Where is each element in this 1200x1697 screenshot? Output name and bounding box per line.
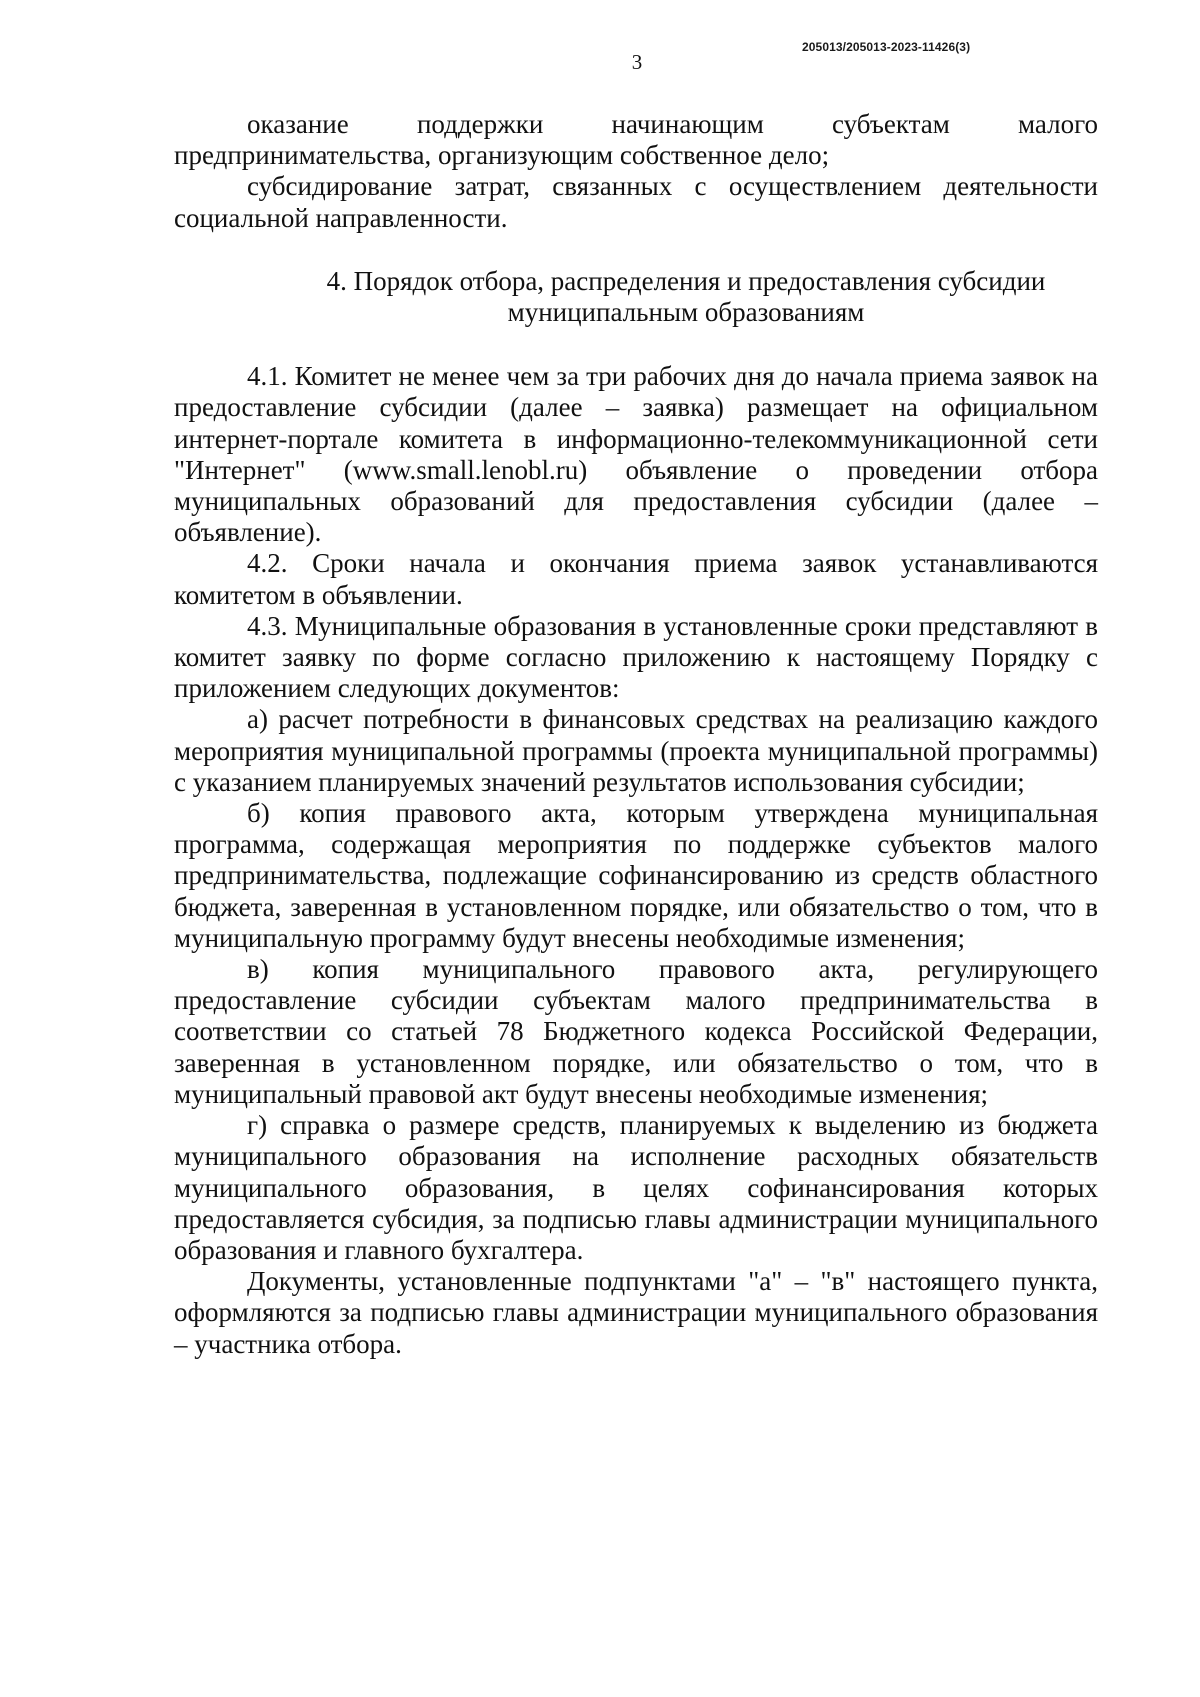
paragraph-social-subsidy: субсидирование затрат, связанных с осуществлением деятельности социальной направленности. — [174, 171, 1098, 233]
paragraph-support-startups: оказание поддержки начинающим субъектам малого предпринимательства, организующим собственное дело; — [174, 109, 1098, 171]
subitem-b: б) копия правового акта, которым утверждена муниципальная программа, содержащая мероприятия по поддержке субъектов малого предпринимательства, подлежащие софинансированию из средств областного бюджета, заверенная в установленном порядке, или обязательство о том, что в муниципальную программу будут внесены необходимые изменения; — [174, 798, 1098, 953]
section-heading-line-1: 4. Порядок отбора, распределения и предоставления субсидии — [326, 265, 1046, 296]
clause-4-3: 4.3. Муниципальные образования в установленные сроки представляют в комитет заявку по форме согласно приложению к настоящему Порядку с приложением следующих документов: — [174, 610, 1098, 704]
clause-4-1: 4.1. Комитет не менее чем за три рабочих дня до начала приема заявок на предоставление субсидии (далее – заявка) размещает на официальном интернет-портале комитета в информационно-телекоммуникационной сети "Интернет" (www.small.lenobl.ru) объявление о проведении отбора муниципальных образований для предоставления субсидии (далее – объявление). — [174, 361, 1098, 548]
subitem-v: в) копия муниципального правового акта, регулирующего предоставление субсидии субъектам малого предпринимательства в соответствии со статьей 78 Бюджетного кодекса Российской Федерации, заверенная в установленном порядке, или обязательство о том, что в муниципальный правовой акт будут внесены необходимые изменения; — [174, 954, 1098, 1109]
subitem-g: г) справка о размере средств, планируемых к выделению из бюджета муниципального образования на исполнение расходных обязательств муниципального образования, в целях софинансирования которых предоставляется субсидия, за подписью главы администрации муниципального образования и главного бухгалтера. — [174, 1110, 1098, 1265]
section-heading — [174, 266, 1098, 328]
document-registration-number: 205013/205013-2023-11426(3) — [802, 40, 971, 54]
section-heading-line-2: муниципальным образованиям — [507, 297, 865, 328]
closing-paragraph: Документы, установленные подпунктами "а" – "в" настоящего пункта, оформляются за подписью главы администрации муниципального образования – участника отбора. — [174, 1266, 1098, 1359]
subitem-a: а) расчет потребности в финансовых средствах на реализацию каждого мероприятия муниципальной программы (проекта муниципальной программы) с указанием планируемых значений результатов использования субсидии; — [174, 704, 1098, 797]
page-number: 3 — [631, 50, 643, 74]
clause-4-2: 4.2. Сроки начала и окончания приема заявок устанавливаются комитетом в объявлении. — [174, 548, 1098, 610]
document-body — [174, 109, 1098, 1360]
